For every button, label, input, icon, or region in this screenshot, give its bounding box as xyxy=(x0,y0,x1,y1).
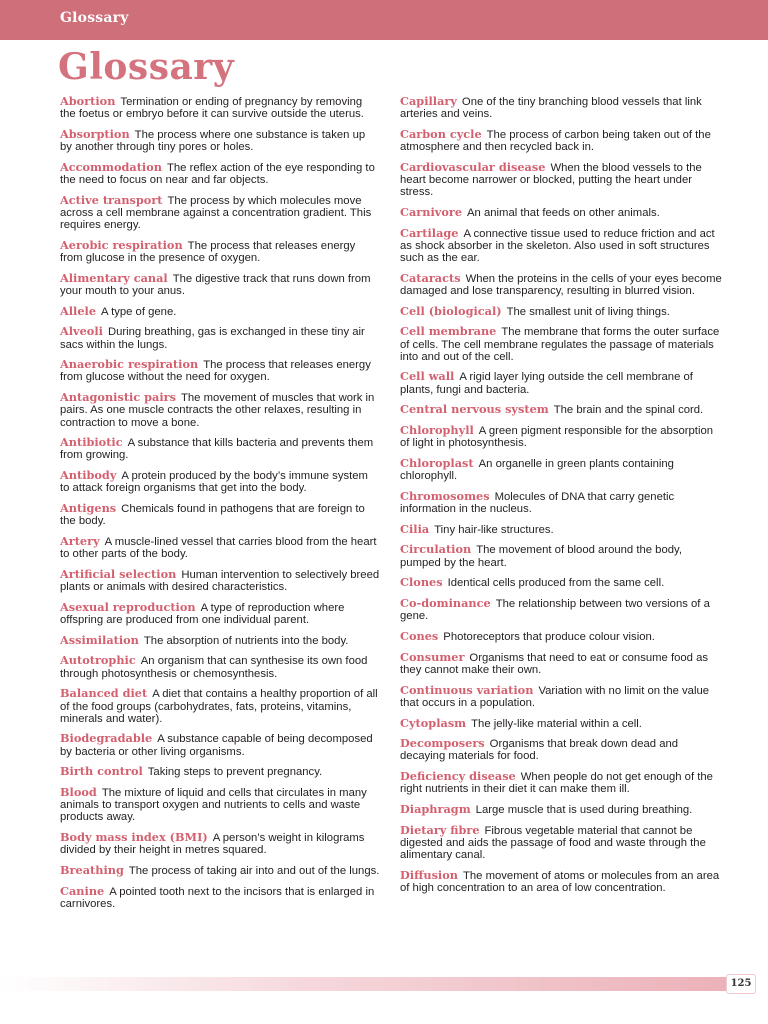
glossary-entry xyxy=(400,325,722,363)
glossary-entry xyxy=(400,128,722,153)
glossary-entry xyxy=(60,161,380,186)
glossary-definition: The reflex action of the eye responding to the need to focus on near and far objects. xyxy=(60,161,375,187)
glossary-entry xyxy=(400,272,722,297)
glossary-term: Dietary fibre xyxy=(400,822,480,837)
glossary-definition: A rigid layer lying outside the cell membrane of plants, fungi and bacteria. xyxy=(400,371,693,396)
glossary-definition: Fibrous vegetable material that cannot be digested and aids the passage of food and waste through the alimentary canal. xyxy=(400,824,706,862)
glossary-definition: The process that releases energy from glucose in the presence of oxygen. xyxy=(60,239,356,265)
glossary-term: Balanced diet xyxy=(60,686,148,701)
glossary-column-right xyxy=(400,95,722,902)
glossary-term: Cell membrane xyxy=(400,324,497,339)
glossary-term: Cell wall xyxy=(400,369,455,384)
glossary-definition: The jelly-like material within a cell. xyxy=(471,717,642,730)
glossary-definition: When people do not get enough of the right nutrients in their diet it can make them ill. xyxy=(400,771,713,796)
glossary-definition: Organisms that break down dead and decaying materials for food. xyxy=(400,738,679,763)
glossary-entry xyxy=(60,885,380,910)
footer-bar xyxy=(0,977,740,991)
glossary-definition: The relationship between two versions of a gene. xyxy=(400,598,710,623)
glossary-entry xyxy=(400,576,722,589)
page-number: 125 xyxy=(726,974,756,994)
glossary-definition: Photoreceptors that produce colour vision. xyxy=(443,631,655,643)
glossary-term: Allele xyxy=(60,303,97,318)
glossary-entry xyxy=(60,786,380,824)
glossary-term: Body mass index (BMI) xyxy=(60,830,208,845)
glossary-definition: A diet that contains a healthy proportion of all of the food groups (carbohydrates, fats, proteins, vitamins, minerals and water). xyxy=(60,688,378,725)
glossary-term: Diffusion xyxy=(400,867,458,882)
glossary-entry xyxy=(400,403,722,416)
glossary-term: Active transport xyxy=(60,192,163,207)
glossary-entry xyxy=(400,206,722,219)
glossary-entry xyxy=(60,305,380,318)
glossary-definition: The process of carbon being taken out of the atmosphere and then recycled back in. xyxy=(400,128,711,154)
glossary-definition: When the blood vessels to the heart become narrower or blocked, putting the heart under stress. xyxy=(400,161,702,199)
glossary-term: Decomposers xyxy=(400,736,485,751)
glossary-term: Antibody xyxy=(60,468,117,483)
glossary-term: Asexual reproduction xyxy=(60,599,196,614)
glossary-definition: The movement of muscles that work in pairs. As one muscle contracts the other relaxes, resulting in contraction to move a bone. xyxy=(60,392,375,429)
glossary-entry xyxy=(400,597,722,622)
glossary-term: Absorption xyxy=(60,126,130,141)
glossary-definition: Tiny hair-like structures. xyxy=(434,523,554,536)
glossary-term: Assimilation xyxy=(60,632,139,647)
header-band xyxy=(0,0,768,40)
glossary-term: Abortion xyxy=(60,94,116,108)
glossary-term: Consumer xyxy=(400,649,465,664)
glossary-definition: The membrane that forms the outer surface of cells. The cell membrane regulates the passage of materials into and out of the cell. xyxy=(400,326,720,363)
glossary-definition: The smallest unit of living things. xyxy=(506,305,670,318)
glossary-term: Chlorophyll xyxy=(400,423,474,438)
glossary-entry xyxy=(60,765,380,778)
glossary-entry xyxy=(60,732,380,757)
glossary-entry xyxy=(60,194,380,232)
glossary-term: Co-dominance xyxy=(400,596,491,611)
glossary-entry xyxy=(400,161,722,199)
glossary-entry xyxy=(60,654,380,679)
glossary-term: Autotrophic xyxy=(60,653,136,668)
glossary-term: Chromosomes xyxy=(400,488,490,503)
glossary-term: Cardiovascular disease xyxy=(400,159,546,174)
glossary-entry xyxy=(400,523,722,536)
glossary-entry xyxy=(60,239,380,264)
glossary-entry xyxy=(60,535,380,560)
glossary-definition: The process that releases energy from glucose without the need for oxygen. xyxy=(60,359,371,384)
glossary-term: Canine xyxy=(60,883,105,898)
glossary-definition: The brain and the spinal cord. xyxy=(553,404,704,417)
glossary-definition: Identical cells produced from the same cell. xyxy=(447,577,665,590)
glossary-definition: Molecules of DNA that carry genetic information in the nucleus. xyxy=(400,490,675,516)
glossary-definition: Organisms that need to eat or consume food as they cannot make their own. xyxy=(400,651,709,676)
glossary-definition: Variation with no limit on the value that occurs in a population. xyxy=(400,684,710,709)
glossary-term: Artificial selection xyxy=(60,566,177,581)
glossary-definition: The process of taking air into and out of the lungs. xyxy=(128,865,380,878)
glossary-term: Anaerobic respiration xyxy=(60,357,199,372)
glossary-term: Cytoplasm xyxy=(400,715,467,730)
glossary-term: Breathing xyxy=(60,863,124,878)
glossary-definition: Human intervention to selectively breed plants or animals with desired characteristics. xyxy=(60,568,380,594)
page-title: Glossary xyxy=(58,46,235,88)
glossary-term: Alveoli xyxy=(60,324,103,339)
glossary-term: Antibiotic xyxy=(60,435,123,450)
glossary-entry xyxy=(60,469,380,494)
glossary-entry xyxy=(60,325,380,350)
glossary-term: Chloroplast xyxy=(400,455,474,470)
glossary-definition: One of the tiny branching blood vessels that link arteries and veins. xyxy=(400,96,702,121)
glossary-entry xyxy=(60,864,380,877)
glossary-term: Cones xyxy=(400,629,439,643)
glossary-definition: Taking steps to prevent pregnancy. xyxy=(147,766,323,779)
glossary-entry xyxy=(400,869,722,894)
glossary-term: Birth control xyxy=(60,764,143,779)
glossary-entry xyxy=(400,737,722,762)
glossary-term: Circulation xyxy=(400,542,472,557)
glossary-definition: When the proteins in the cells of your eyes become damaged and lose transparency, resulting in blurred vision. xyxy=(400,272,722,297)
glossary-entry xyxy=(400,457,722,482)
glossary-definition: Chemicals found in pathogens that are foreign to the body. xyxy=(60,503,365,528)
glossary-definition: The absorption of nutrients into the body. xyxy=(143,634,349,647)
glossary-entry xyxy=(400,227,722,265)
glossary-entry xyxy=(60,601,380,626)
glossary-entry xyxy=(60,358,380,383)
glossary-term: Aerobic respiration xyxy=(60,237,183,252)
glossary-entry xyxy=(400,370,722,395)
glossary-entry xyxy=(60,634,380,647)
glossary-definition: During breathing, gas is exchanged in these tiny air sacs within the lungs. xyxy=(60,326,365,351)
glossary-definition: The mixture of liquid and cells that circulates in many animals to transport oxygen and nutrients to cells and waste products away. xyxy=(60,787,367,824)
glossary-entry xyxy=(60,391,380,429)
glossary-definition: The movement of atoms or molecules from an area of high concentration to an area of low concentration. xyxy=(400,869,720,895)
glossary-definition: The process by which molecules move across a cell membrane against a concentration gradient. This requires energy. xyxy=(60,194,372,232)
glossary-entry xyxy=(400,803,722,816)
glossary-definition: An animal that feeds on other animals. xyxy=(467,206,660,219)
glossary-definition: A substance that kills bacteria and prevents them from growing. xyxy=(60,437,374,462)
glossary-definition: An organelle in green plants containing chlorophyll. xyxy=(400,457,674,483)
glossary-entry xyxy=(400,651,722,676)
glossary-definition: A muscle-lined vessel that carries blood from the heart to other parts of the body. xyxy=(60,535,377,561)
glossary-definition: A pointed tooth next to the incisors that is enlarged in carnivores. xyxy=(60,885,375,910)
glossary-definition: The movement of blood around the body, pumped by the heart. xyxy=(400,544,682,569)
glossary-entry xyxy=(400,770,722,795)
glossary-entry xyxy=(60,687,380,725)
glossary-entry xyxy=(400,717,722,730)
glossary-definition: The digestive track that runs down from your mouth to your anus. xyxy=(60,272,371,297)
glossary-definition: A person’s weight in kilograms divided by their height in metres squared. xyxy=(60,832,365,857)
glossary-term: Antagonistic pairs xyxy=(60,390,176,405)
glossary-term: Cartilage xyxy=(400,225,459,240)
glossary-entry xyxy=(400,630,722,643)
glossary-definition: A substance capable of being decomposed by bacteria or other living organisms. xyxy=(60,733,373,758)
glossary-term: Accommodation xyxy=(60,159,162,174)
glossary-definition: A type of gene. xyxy=(101,305,177,318)
glossary-term: Cell (biological) xyxy=(400,303,502,318)
glossary-term: Blood xyxy=(60,785,97,800)
glossary-entry xyxy=(60,95,380,120)
header-label: Glossary xyxy=(60,10,129,26)
glossary-definition: A type of reproduction where offspring are produced from one individual parent. xyxy=(60,601,345,626)
glossary-term: Artery xyxy=(60,533,100,548)
glossary-entry xyxy=(60,568,380,593)
glossary-term: Diaphragm xyxy=(400,802,471,817)
glossary-entry xyxy=(400,824,722,862)
glossary-entry xyxy=(60,502,380,527)
glossary-entry xyxy=(400,95,722,120)
glossary-term: Continuous variation xyxy=(400,682,534,697)
glossary-definition: Termination or ending of pregnancy by removing the foetus or embryo before it can survive outside the uterus. xyxy=(60,96,364,121)
glossary-definition: A connective tissue used to reduce friction and act as shock absorber in the skeleton. Also used in soft structures such as the ear. xyxy=(400,227,715,265)
glossary-definition: An organism that can synthesise its own food through photosynthesis or chemosynthesis. xyxy=(60,655,368,680)
glossary-column-left xyxy=(60,95,380,918)
glossary-entry xyxy=(400,424,722,449)
glossary-entry xyxy=(60,128,380,153)
glossary-entry xyxy=(60,272,380,297)
glossary-term: Capillary xyxy=(400,94,457,108)
glossary-term: Cilia xyxy=(400,521,430,536)
glossary-definition: Large muscle that is used during breathing. xyxy=(475,804,693,817)
glossary-definition: A protein produced by the body’s immune system to attack foreign organisms that get into the body. xyxy=(60,470,368,495)
glossary-term: Deficiency disease xyxy=(400,769,516,784)
glossary-term: Cataracts xyxy=(400,270,461,285)
glossary-term: Carbon cycle xyxy=(400,126,482,141)
glossary-term: Carnivore xyxy=(400,204,463,219)
glossary-entry xyxy=(60,831,380,856)
glossary-definition: A green pigment responsible for the absorption of light in photosynthesis. xyxy=(400,425,714,450)
glossary-entry xyxy=(400,543,722,568)
glossary-entry xyxy=(400,490,722,515)
glossary-term: Clones xyxy=(400,575,443,590)
glossary-term: Biodegradable xyxy=(60,731,153,746)
glossary-entry xyxy=(400,305,722,318)
glossary-entry xyxy=(60,436,380,461)
glossary-entry xyxy=(400,684,722,709)
glossary-term: Central nervous system xyxy=(400,402,549,417)
glossary-term: Alimentary canal xyxy=(60,270,168,285)
glossary-definition: The process where one substance is taken up by another through tiny pores or holes. xyxy=(60,128,366,154)
glossary-term: Antigens xyxy=(60,501,117,516)
